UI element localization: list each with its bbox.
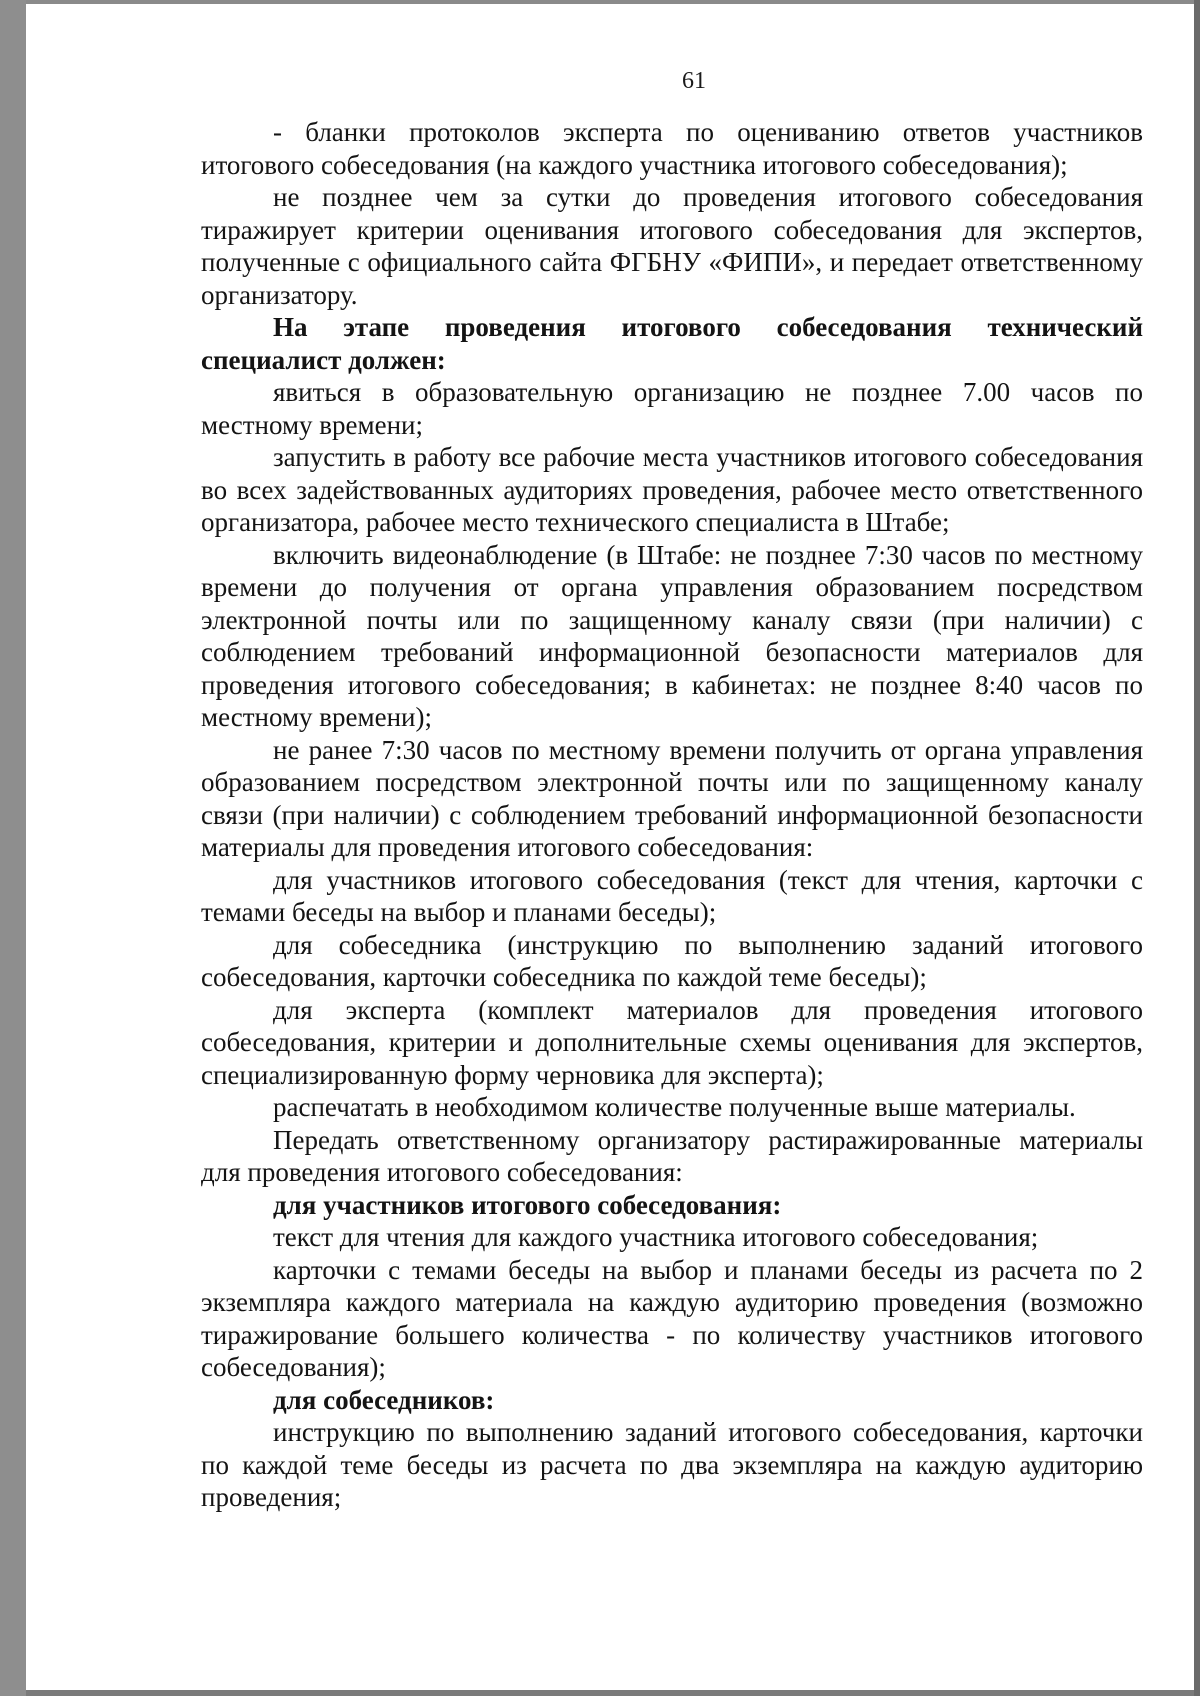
paragraph: - бланки протоколов эксперта по оцениванию ответов участников итогового собеседования (на каждого участника итогового собеседования); [201,117,1143,180]
paragraph: не ранее 7:30 часов по местному времени получить от органа управления образованием посредством электронной почты или по защищенному каналу связи (при наличии) с соблюдением требований информационной безопасности материалы для проведения итогового собеседования: [201,734,1143,862]
document-body [201,116,1143,1514]
scan-border-left [0,0,26,1696]
paragraph: для эксперта (комплект материалов для проведения итогового собеседования, критерии и дополнительные схемы оценивания для экспертов, специализированную форму черновика для эксперта); [201,994,1143,1090]
paragraph: для участников итогового собеседования (текст для чтения, карточки с темами беседы на выбор и планами беседы); [201,864,1143,927]
paragraph: явиться в образовательную организацию не позднее 7.00 часов по местному времени; [201,377,1143,440]
section-heading: На этапе проведения итогового собеседования технический специалист должен: [201,312,1143,375]
scan-border-right [1194,0,1200,1696]
document-page [26,4,1194,1690]
paragraph: не позднее чем за сутки до проведения итогового собеседования тиражирует критерии оценивания итогового собеседования для экспертов, полученные с официального сайта ФГБНУ «ФИПИ», и передает ответственному организатору. [201,182,1143,310]
paragraph: Передать ответственному организатору растиражированные материалы для проведения итогового собеседования: [201,1124,1143,1187]
subsection-heading: для участников итогового собеседования: [273,1189,782,1220]
page-number: 61 [682,68,706,94]
paragraph: запустить в работу все рабочие места участников итогового собеседования во всех задействованных аудиториях проведения, рабочее место ответственного организатора, рабочее место технического специалиста в Штабе; [201,442,1143,537]
paragraph: текст для чтения для каждого участника итогового собеседования; [273,1222,1039,1252]
paragraph: включить видеонаблюдение (в Штабе: не позднее 7:30 часов по местному времени до получения от органа управления образованием посредством электронной почты или по защищенному каналу связи (при наличии) с соблюдением требований информационной безопасности материалов для проведения итогового собеседования; в кабинетах: не позднее 8:40 часов по местному времени); [201,539,1143,732]
paragraph: карточки с темами беседы на выбор и планами беседы из расчета по 2 экземпляра каждого материала на каждую аудиторию проведения (возможно тиражирование большего количества - по количеству участников итогового собеседования); [201,1254,1143,1382]
paragraph: инструкцию по выполнению заданий итогового собеседования, карточки по каждой теме беседы из расчета по два экземпляра на каждую аудиторию проведения; [201,1417,1143,1512]
paragraph: для собеседника (инструкцию по выполнению заданий итогового собеседования, карточки собеседника по каждой теме беседы); [201,929,1143,992]
scan-border-bottom [26,1690,1194,1696]
subsection-heading: для собеседников: [273,1384,495,1415]
paragraph: распечатать в необходимом количестве полученные выше материалы. [273,1092,1076,1122]
